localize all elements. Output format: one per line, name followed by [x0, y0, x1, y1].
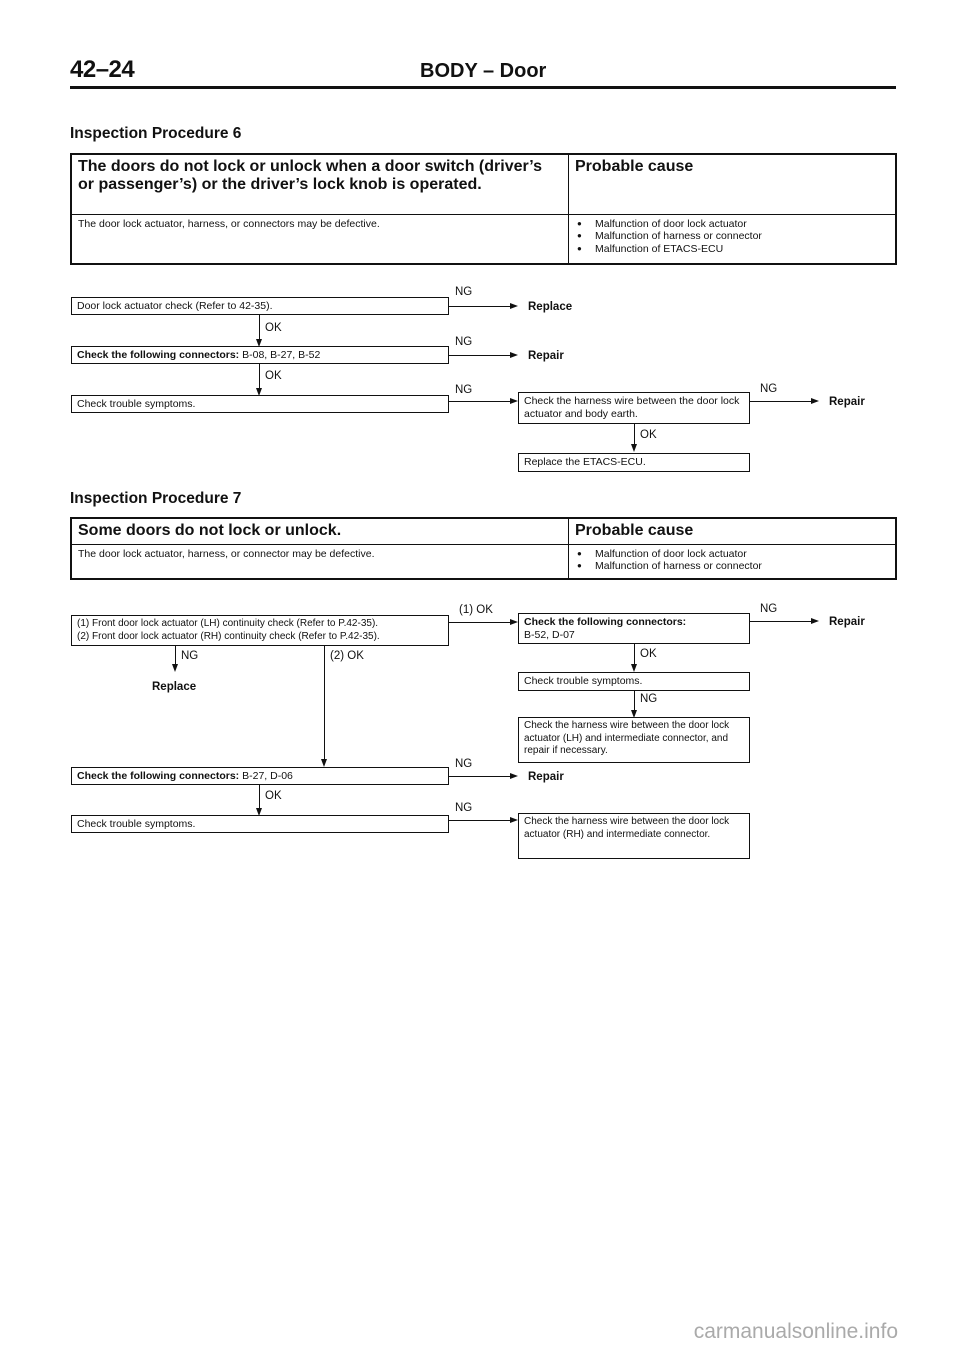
- proc6-symptom: The doors do not lock or unlock when a door switch (driver’s or passenger’s) or the driver’s lock knob is operated.: [78, 158, 543, 193]
- proc7-ng-line: [634, 691, 635, 711]
- proc6-ng-line: [750, 401, 812, 402]
- proc7-ng-label: NG: [455, 802, 473, 814]
- proc7-ng-line: [175, 646, 176, 665]
- proc6-description: The door lock actuator, harness, or connectors may be defective.: [78, 217, 380, 230]
- proc7-arrow-right: [510, 773, 518, 779]
- proc7-ok2-line: [324, 646, 325, 760]
- proc7-step-continuity-check: [71, 615, 449, 646]
- proc6-result-replace: Replace: [528, 301, 573, 313]
- proc6-arrow-right: [510, 398, 518, 404]
- proc7-connectors-list: B-52, D-07: [524, 628, 575, 641]
- proc7-ok-line: [259, 785, 260, 809]
- proc7-arrow-down: [321, 759, 327, 767]
- proc6-ok-label: OK: [265, 322, 282, 334]
- proc7-ng-label: NG: [455, 758, 473, 770]
- proc6-connectors-list: B-08, B-27, B-52: [239, 349, 321, 361]
- proc6-symptom-cell: [71, 154, 569, 214]
- proc7-cause-item: ● Malfunction of harness or connector: [575, 560, 889, 573]
- proc6-step-harness-earth: Check the harness wire between the door lock actuator and body earth.: [518, 392, 750, 424]
- procedure-7-cause-table: [70, 517, 897, 580]
- proc7-ok-line: [634, 644, 635, 665]
- proc6-ng-line: [449, 355, 511, 356]
- proc6-ok-label: OK: [640, 429, 657, 441]
- proc6-step-connectors: [71, 346, 449, 364]
- proc7-ok2-label: (2) OK: [330, 650, 364, 662]
- proc7-description: The door lock actuator, harness, or connector may be defective.: [78, 547, 375, 560]
- proc7-cause-heading-cell: [569, 518, 897, 544]
- proc7-ng-line: [750, 621, 812, 622]
- proc7-continuity-lh: (1) Front door lock actuator (LH) continuity check (Refer to P.42-35).: [77, 618, 379, 629]
- proc7-connectors-list: B-27, D-06: [239, 770, 293, 782]
- proc6-ng-label: NG: [455, 286, 473, 298]
- proc6-ng-label: NG: [455, 336, 473, 348]
- proc7-ng-label: NG: [760, 603, 778, 615]
- proc7-symptom: Some doors do not lock or unlock.: [78, 522, 342, 539]
- proc6-ng-line: [449, 306, 511, 307]
- proc7-cause-list: [575, 548, 889, 573]
- proc7-ok1-line: [449, 622, 511, 623]
- proc6-ng-line: [449, 401, 511, 402]
- proc7-symptom-cell: [71, 518, 569, 544]
- proc6-arrow-right: [510, 352, 518, 358]
- proc7-arrow-right: [510, 619, 518, 625]
- proc6-ok-line: [634, 424, 635, 445]
- proc7-ok1-label: (1) OK: [459, 604, 493, 616]
- proc7-step-harness-lh: Check the harness wire between the door lock actuator (LH) and intermediate connector, and repair if necessary.: [518, 717, 750, 763]
- procedure-6-cause-table: [70, 153, 897, 265]
- proc7-result-repair: Repair: [829, 616, 865, 628]
- page-number: 42–24: [70, 56, 135, 83]
- proc7-ng-line: [449, 820, 511, 821]
- proc6-ok-label: OK: [265, 370, 282, 382]
- proc7-ng-label: NG: [640, 693, 658, 705]
- proc7-cause-item: ● Malfunction of door lock actuator: [575, 548, 889, 561]
- proc6-connectors-lead: Check the following connectors:: [77, 349, 240, 361]
- proc7-cause-heading: Probable cause: [575, 522, 694, 539]
- proc6-arrow-right: [811, 398, 819, 404]
- proc7-ng-line: [449, 776, 511, 777]
- proc7-step-harness-rh: Check the harness wire between the door lock actuator (RH) and intermediate connector.: [518, 813, 750, 859]
- proc7-connectors-lead: Check the following connectors:: [524, 616, 687, 628]
- proc6-cause-item: ● Malfunction of ETACS-ECU: [575, 243, 889, 256]
- proc6-ok-line: [259, 315, 260, 340]
- proc6-ng-label: NG: [455, 384, 473, 396]
- proc7-arrow-right: [811, 618, 819, 624]
- proc7-ng-label: NG: [181, 650, 199, 662]
- proc7-arrow-down: [172, 664, 178, 672]
- proc6-description-cell: [71, 214, 569, 264]
- proc7-result-repair: Repair: [528, 771, 564, 783]
- proc7-step-connectors-right: [518, 613, 750, 644]
- proc7-arrow-right: [510, 817, 518, 823]
- proc6-cause-list: [575, 218, 889, 256]
- proc6-arrow-right: [510, 303, 518, 309]
- proc6-ng-label: NG: [760, 383, 778, 395]
- proc6-step-trouble-symptoms: Check trouble symptoms.: [71, 395, 449, 413]
- proc7-step-trouble-symptoms-left: Check trouble symptoms.: [71, 815, 449, 833]
- proc7-step-connectors-left: [71, 767, 449, 785]
- proc7-ok-label: OK: [640, 648, 657, 660]
- proc6-step-actuator-check: Door lock actuator check (Refer to 42-35).: [71, 297, 449, 315]
- proc6-ok-line: [259, 364, 260, 389]
- proc6-cause-item: ● Malfunction of door lock actuator: [575, 218, 889, 231]
- proc7-continuity-rh: (2) Front door lock actuator (RH) continuity check (Refer to P.42-35).: [77, 630, 380, 642]
- proc6-cause-item: ● Malfunction of harness or connector: [575, 230, 889, 243]
- proc7-description-cell: [71, 544, 569, 579]
- proc7-ok-label: OK: [265, 790, 282, 802]
- proc6-result-repair: Repair: [829, 396, 865, 408]
- proc6-step-replace-ecu: Replace the ETACS-ECU.: [518, 453, 750, 472]
- header-rule: [70, 86, 896, 89]
- watermark: carmanualsonline.info: [693, 1320, 898, 1343]
- proc7-causes-cell: [569, 544, 897, 579]
- proc6-cause-heading: Probable cause: [575, 158, 694, 175]
- procedure-6-title: Inspection Procedure 6: [70, 125, 242, 142]
- proc6-causes-cell: [569, 214, 897, 264]
- page-title: BODY – Door: [420, 60, 547, 82]
- proc6-result-repair: Repair: [528, 350, 564, 362]
- proc6-arrow-down: [631, 444, 637, 452]
- proc7-result-replace: Replace: [152, 681, 197, 693]
- proc6-cause-heading-cell: [569, 154, 897, 214]
- proc7-arrow-down: [631, 664, 637, 672]
- proc7-connectors-lead: Check the following connectors:: [77, 770, 240, 782]
- proc7-step-trouble-symptoms-right: Check trouble symptoms.: [518, 672, 750, 691]
- procedure-7-title: Inspection Procedure 7: [70, 490, 242, 507]
